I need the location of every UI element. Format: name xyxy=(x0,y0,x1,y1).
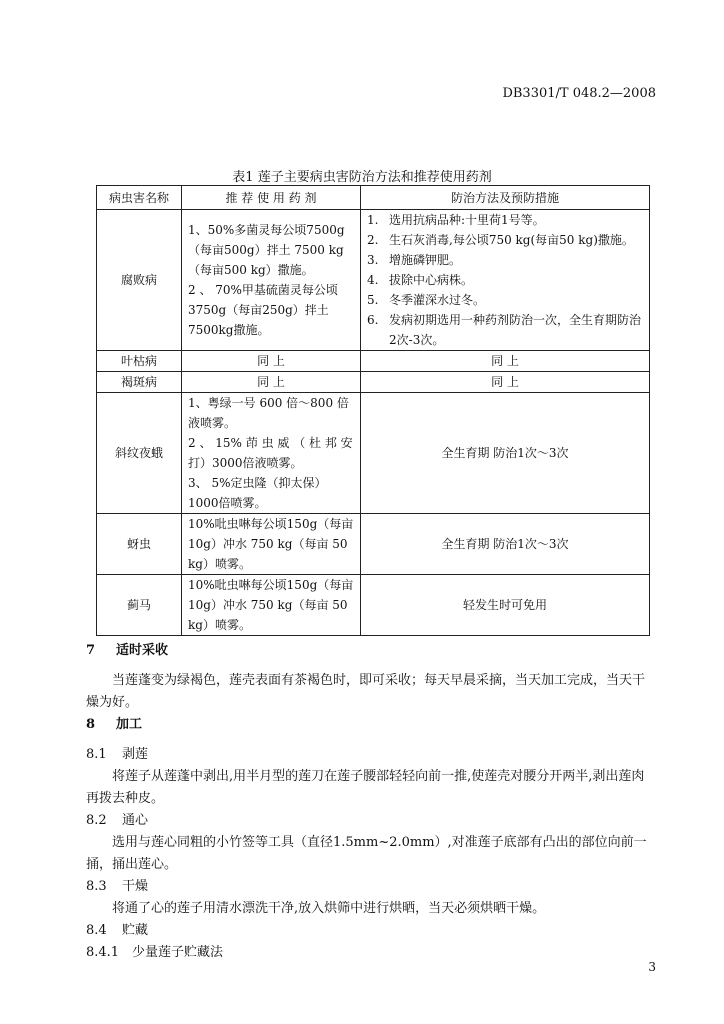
column-header-name: 病虫害名称 xyxy=(97,186,182,210)
subsection-heading xyxy=(86,920,656,942)
section-title: 剥莲 xyxy=(122,747,149,762)
method-item xyxy=(367,290,643,310)
drug-cell: 同 上 xyxy=(182,372,361,393)
method-text: 选用抗病品种:十里荷1号等。 xyxy=(389,213,545,227)
pest-name: 褐斑病 xyxy=(97,372,182,393)
table-row xyxy=(97,351,650,372)
method-cell: 全生育期 防治1次～3次 xyxy=(361,514,650,575)
method-text: 发病初期选用一种药剂防治一次，全生育期防治2次-3次。 xyxy=(389,313,642,347)
table-header-row xyxy=(97,186,650,210)
table-row xyxy=(97,210,650,351)
section-title: 适时采收 xyxy=(116,643,169,658)
method-cell: 轻发生时可免用 xyxy=(361,575,650,636)
method-number: 1. xyxy=(367,213,379,227)
method-text: 拔除中心病株。 xyxy=(389,273,474,287)
table-caption: 表1 莲子主要病虫害防治方法和推荐使用药剂 xyxy=(232,170,492,185)
pest-name: 蚜虫 xyxy=(97,514,182,575)
pest-name: 腐败病 xyxy=(97,210,182,351)
column-header-drugs: 推 荐 使 用 药 剂 xyxy=(182,186,361,210)
drug-item: 1、粤绿一号 600 倍～800 倍液喷雾。 xyxy=(188,396,349,430)
method-cell: 同 上 xyxy=(361,372,650,393)
section-heading xyxy=(86,640,656,662)
table-row xyxy=(97,575,650,636)
pest-name: 蓟马 xyxy=(97,575,182,636)
section-number: 8 xyxy=(86,717,96,732)
section-title: 少量莲子贮藏法 xyxy=(132,945,224,960)
table-row xyxy=(97,514,650,575)
section-number: 8.3 xyxy=(86,879,107,894)
section-title: 干燥 xyxy=(122,879,149,894)
drug-item: 3、 5%定虫隆（抑太保）1000倍喷雾。 xyxy=(188,476,327,510)
drug-item: 2 、 15% 茚 虫 威 （ 杜 邦 安打）3000倍液喷雾。 xyxy=(188,436,353,470)
section-number: 8.4 xyxy=(86,923,107,938)
method-item xyxy=(367,270,643,290)
drug-cell xyxy=(182,393,361,514)
section-paragraph: 选用与莲心同粗的小竹签等工具（直径1.5mm~2.0mm）,对准莲子底部有凸出的部位向前一捅，捅出莲心。 xyxy=(86,835,647,872)
pest-control-table xyxy=(96,185,650,636)
method-text: 增施磷钾肥。 xyxy=(389,253,462,267)
drug-cell xyxy=(182,210,361,351)
page-number: 3 xyxy=(648,960,656,974)
section-paragraph: 将通了心的莲子用清水漂洗干净,放入烘筛中进行烘晒，当天必须烘晒干燥。 xyxy=(112,901,546,916)
method-number: 5. xyxy=(367,293,379,307)
section-8-4 xyxy=(86,920,656,964)
method-text: 冬季灌深水过冬。 xyxy=(389,293,486,307)
pest-name: 斜纹夜蛾 xyxy=(97,393,182,514)
method-cell: 全生育期 防治1次～3次 xyxy=(361,393,650,514)
method-cell xyxy=(361,210,650,351)
subsection-heading xyxy=(86,744,656,766)
section-number: 8.2 xyxy=(86,813,107,828)
document-number: DB3301/T 048.2—2008 xyxy=(502,86,656,101)
method-number: 2. xyxy=(367,233,379,247)
subsection-heading xyxy=(86,942,656,964)
drug-cell: 10%吡虫啉每公顷150g（每亩10g）冲水 750 kg（每亩 50 kg）喷雾。 xyxy=(182,514,361,575)
section-8 xyxy=(86,714,656,736)
drug-item: 1、50%多菌灵每公顷7500g（每亩500g）拌土 7500 kg（每亩500 kg）撒施。 xyxy=(188,223,345,277)
section-number: 8.4.1 xyxy=(86,945,120,960)
section-number: 8.1 xyxy=(86,747,107,762)
method-item xyxy=(367,250,643,270)
method-number: 3. xyxy=(367,253,379,267)
column-header-methods: 防治方法及预防措施 xyxy=(361,186,650,210)
drug-cell: 同 上 xyxy=(182,351,361,372)
section-8-2 xyxy=(86,810,656,876)
pest-name: 叶枯病 xyxy=(97,351,182,372)
method-item xyxy=(367,310,643,350)
method-number: 4. xyxy=(367,273,379,287)
method-cell: 同 上 xyxy=(361,351,650,372)
method-number: 6. xyxy=(367,313,379,327)
table-row xyxy=(97,393,650,514)
section-paragraph: 将莲子从莲蓬中剥出,用半月型的莲刀在莲子腰部轻轻向前一推,使莲壳对腰分开两半,剥出莲肉再拨去种皮。 xyxy=(86,769,645,806)
drug-item: 2 、 70%甲基硫菌灵每公顷3750g（每亩250g）拌土7500kg撒施。 xyxy=(188,283,338,337)
subsection-heading xyxy=(86,876,656,898)
section-number: 7 xyxy=(86,643,96,658)
section-title: 通心 xyxy=(122,813,149,828)
method-text: 生石灰消毒,每公顷750 kg(每亩50 kg)撒施。 xyxy=(389,233,634,247)
section-8-1 xyxy=(86,744,656,810)
section-heading xyxy=(86,714,656,736)
method-item xyxy=(367,210,643,230)
table-row xyxy=(97,372,650,393)
section-paragraph: 当莲蓬变为绿褐色，莲壳表面有茶褐色时，即可采收；每天早晨采摘，当天加工完成，当天干燥为好。 xyxy=(86,673,646,710)
subsection-heading xyxy=(86,810,656,832)
section-8-3 xyxy=(86,876,656,920)
section-title: 加工 xyxy=(116,717,143,732)
drug-cell: 10%吡虫啉每公顷150g（每亩10g）冲水 750 kg（每亩 50 kg）喷雾。 xyxy=(182,575,361,636)
section-title: 贮藏 xyxy=(122,923,149,938)
section-7 xyxy=(86,640,656,714)
method-item xyxy=(367,230,643,250)
